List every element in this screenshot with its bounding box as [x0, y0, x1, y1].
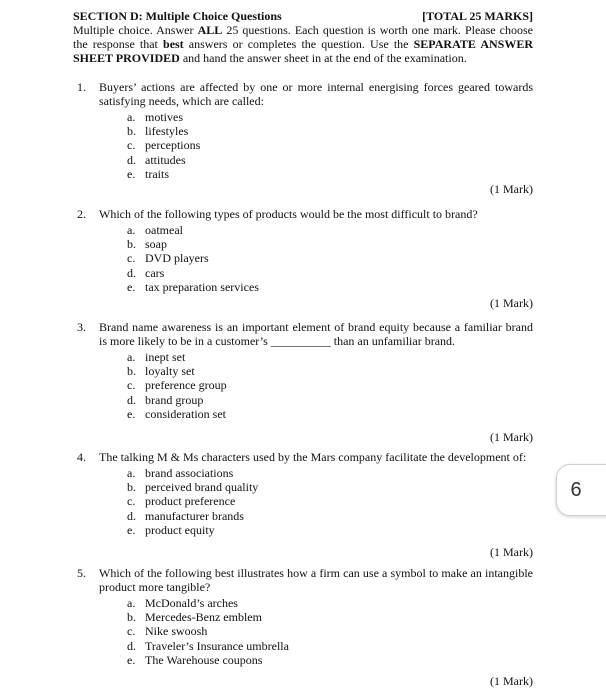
- option-list: [127, 110, 533, 181]
- question-text: Buyers’ actions are affected by one or more internal energising forces geared towards satisfying needs, which are called:: [99, 80, 533, 108]
- option-letter: e.: [127, 279, 136, 294]
- option-list: [127, 350, 533, 421]
- option-list: [127, 223, 533, 294]
- option-text: lifestyles: [145, 124, 189, 139]
- option-letter: d.: [127, 638, 136, 653]
- option-a: [127, 596, 533, 610]
- question-text: Which of the following types of products would be the most difficult to brand?: [99, 207, 478, 221]
- section-header: [73, 9, 533, 23]
- option-letter: a.: [127, 596, 136, 610]
- option-a: [127, 466, 533, 480]
- option-text: soap: [145, 237, 167, 252]
- option-letter: b.: [127, 364, 136, 379]
- option-letter: b.: [127, 480, 136, 495]
- option-letter: b.: [127, 124, 136, 139]
- option-text: tax preparation services: [145, 279, 259, 294]
- option-b: [127, 364, 533, 378]
- question-mark: (1 Mark): [490, 182, 533, 196]
- question-number: 2.: [77, 207, 86, 221]
- section-title: SECTION D: Multiple Choice Questions: [73, 9, 282, 23]
- option-b: [127, 124, 533, 138]
- option-d: [127, 266, 533, 280]
- option-d: [127, 509, 533, 523]
- option-a: [127, 350, 533, 364]
- option-list: [127, 466, 533, 537]
- option-e: [127, 523, 533, 537]
- option-letter: e.: [127, 166, 136, 181]
- option-letter: b.: [127, 610, 136, 625]
- option-b: [127, 237, 533, 251]
- option-letter: e.: [127, 652, 136, 667]
- question-mark: (1 Mark): [490, 545, 533, 559]
- option-letter: b.: [127, 237, 136, 252]
- option-letter: a.: [127, 350, 136, 364]
- total-marks: [TOTAL 25 MARKS]: [422, 9, 533, 23]
- option-letter: c.: [127, 624, 136, 639]
- option-text: attitudes: [145, 152, 186, 167]
- option-text: DVD players: [145, 251, 209, 266]
- question-number: 1.: [77, 80, 86, 94]
- option-b: [127, 480, 533, 494]
- option-text: perceptions: [145, 138, 201, 153]
- instructions-text: 25 questions. Each question is worth one mark. Please choose the response that: [73, 23, 533, 51]
- instructions-emphasis: best: [163, 37, 184, 51]
- option-text: traits: [145, 166, 169, 181]
- question-2: [73, 207, 533, 310]
- option-letter: c.: [127, 138, 136, 153]
- option-d: [127, 153, 533, 167]
- option-text: motives: [145, 110, 183, 124]
- option-text: The Warehouse coupons: [145, 652, 263, 667]
- option-text: consideration set: [145, 406, 226, 421]
- option-text: manufacturer brands: [145, 508, 244, 523]
- option-b: [127, 610, 533, 624]
- exam-page: [73, 9, 533, 688]
- option-letter: c.: [127, 378, 136, 393]
- option-letter: a.: [127, 110, 136, 124]
- option-e: [127, 167, 533, 181]
- option-letter: d.: [127, 392, 136, 407]
- option-c: [127, 494, 533, 508]
- option-text: cars: [145, 265, 165, 280]
- question-mark: (1 Mark): [490, 674, 533, 688]
- question-5: [73, 566, 533, 688]
- question-text: Which of the following best illustrates how a firm can use a symbol to make an intangible product more tangible?: [99, 566, 533, 594]
- question-text: The talking M & Ms characters used by the Mars company facilitate the development of:: [99, 450, 527, 464]
- option-text: brand group: [145, 392, 204, 407]
- option-letter: a.: [127, 223, 136, 237]
- option-text: loyalty set: [145, 364, 195, 379]
- option-letter: e.: [127, 522, 136, 537]
- option-letter: e.: [127, 406, 136, 421]
- instructions: [73, 23, 533, 65]
- option-a: [127, 223, 533, 237]
- option-c: [127, 378, 533, 392]
- option-text: preference group: [145, 378, 227, 393]
- option-text: McDonald’s arches: [145, 596, 238, 610]
- option-d: [127, 393, 533, 407]
- question-mark: (1 Mark): [490, 430, 533, 444]
- option-letter: c.: [127, 494, 136, 509]
- option-e: [127, 280, 533, 294]
- option-text: product equity: [145, 522, 215, 537]
- option-text: perceived brand quality: [145, 480, 259, 495]
- question-mark: (1 Mark): [490, 296, 533, 310]
- question-number: 3.: [77, 320, 86, 334]
- option-letter: d.: [127, 508, 136, 523]
- instructions-text: and hand the answer sheet in at the end of the examination.: [179, 51, 467, 65]
- option-c: [127, 138, 533, 152]
- option-text: product preference: [145, 494, 236, 509]
- option-c: [127, 251, 533, 265]
- option-letter: d.: [127, 265, 136, 280]
- option-text: brand associations: [145, 466, 234, 480]
- option-text: Nike swoosh: [145, 624, 208, 639]
- option-a: [127, 110, 533, 124]
- option-d: [127, 639, 533, 653]
- option-text: inept set: [145, 350, 186, 364]
- option-e: [127, 407, 533, 421]
- question-1: [73, 80, 533, 196]
- instructions-emphasis: SEPARATE ANSWER SHEET PROVIDED: [73, 37, 533, 65]
- option-letter: a.: [127, 466, 136, 480]
- option-letter: d.: [127, 152, 136, 167]
- question-text: Brand name awareness is an important element of brand equity because a familiar brand is more likely to be in a customer’s __________ than an unfamiliar brand.: [99, 320, 533, 348]
- option-text: oatmeal: [145, 223, 183, 237]
- question-4: [73, 450, 533, 559]
- question-number: 4.: [77, 450, 86, 464]
- page-number-tab[interactable]: 6: [556, 464, 606, 516]
- instructions-text: Multiple choice. Answer: [73, 23, 198, 37]
- question-3: [73, 320, 533, 444]
- option-e: [127, 653, 533, 667]
- option-text: Traveler’s Insurance umbrella: [145, 638, 289, 653]
- question-number: 5.: [77, 566, 86, 580]
- option-list: [127, 596, 533, 667]
- option-text: Mercedes-Benz emblem: [145, 610, 262, 625]
- instructions-emphasis: ALL: [197, 23, 223, 37]
- instructions-text: answers or completes the question. Use the: [183, 37, 414, 51]
- option-letter: c.: [127, 251, 136, 266]
- option-c: [127, 624, 533, 638]
